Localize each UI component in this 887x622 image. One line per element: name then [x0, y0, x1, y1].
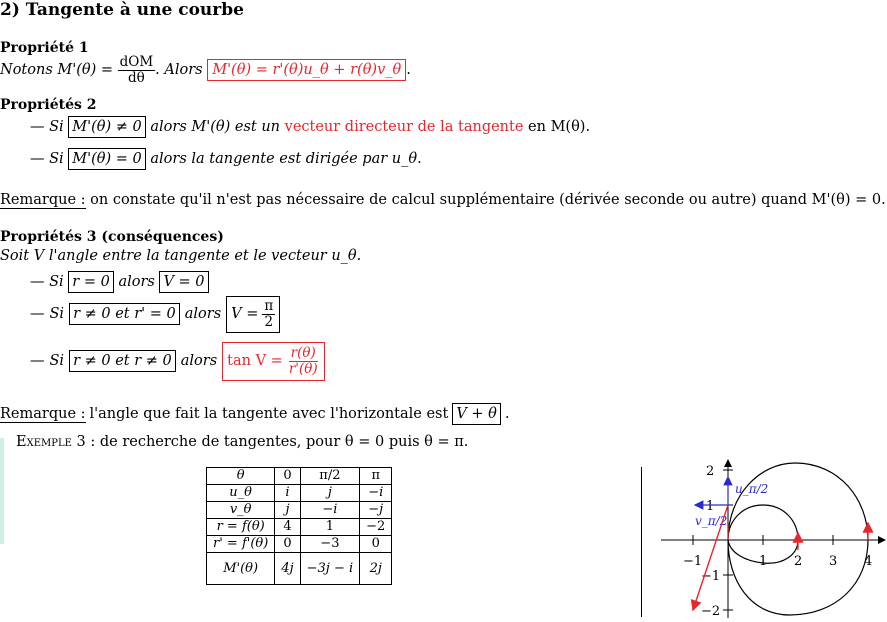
example-label: Exemple 3 — [16, 434, 86, 450]
tick-label: −2 — [701, 604, 721, 619]
remark2-label: Remarque : — [0, 405, 86, 422]
table-row — [207, 468, 392, 485]
table-cell: j — [275, 502, 300, 519]
res-lhs: V = — [231, 306, 259, 322]
prop3-item-2: — Si r ≠ 0 et r' = 0 alors V = $\frac{\pi}{2}$ — [30, 294, 280, 334]
prop3-res-1: V = 0 — [159, 271, 208, 293]
prop2-red-text: vecteur directeur de la tangente — [284, 119, 524, 135]
prop3-title: Propriétés 3 (conséquences) — [0, 229, 224, 245]
remark1 — [0, 192, 886, 208]
table-cell: r' = f'(θ) — [207, 536, 275, 553]
si: Si — [49, 119, 64, 135]
remark1-label: Remarque : — [0, 192, 86, 208]
res-den: 2 — [264, 313, 274, 330]
table-row — [207, 519, 392, 536]
dash: — — [30, 119, 45, 135]
table-cell: 0 — [275, 468, 300, 485]
table-cell: π/2 — [300, 468, 360, 485]
res-den: r'(θ) — [288, 360, 318, 377]
table-cell: 0 — [275, 536, 300, 553]
remark2 — [0, 403, 510, 425]
values-table — [206, 467, 392, 585]
prop1-alors: . Alors — [155, 62, 203, 78]
table-cell: u_θ — [207, 485, 275, 502]
table-cell: 1 — [300, 519, 360, 536]
table-row — [207, 485, 392, 502]
table-cell: −i — [300, 502, 360, 519]
res-num: π — [264, 297, 274, 314]
prop3-item-1: — Si r = 0 alors V = 0 — [30, 271, 209, 293]
prop3-intro: Soit V l'angle entre la tangente et le vecteur u_θ. — [0, 248, 362, 264]
remark2-text: l'angle que fait la tangente avec l'horizontale est — [89, 406, 449, 422]
table-cell: π — [360, 468, 392, 485]
prop3-res-2 — [226, 296, 280, 333]
label-u: u_π/2 — [735, 482, 769, 496]
example-text: : de recherche de tangentes, pour θ = 0 puis θ = π. — [90, 434, 469, 450]
alors: alors — [180, 353, 218, 369]
table-cell: r = f(θ) — [207, 519, 275, 536]
remark2-boxed: V + θ — [452, 403, 501, 425]
prop2-cond-2: M'(θ) = 0 — [68, 148, 145, 170]
label-v: v_π/2 — [695, 514, 728, 528]
table-cell: 4 — [275, 519, 300, 536]
prop2-text-2: alors la tangente est dirigée par u_θ. — [150, 151, 422, 167]
example-line — [16, 434, 468, 450]
polar-curve-graph — [655, 455, 887, 620]
prop1-boxed-formula: M'(θ) = r'(θ)u_θ + r(θ)v_θ — [207, 59, 406, 81]
tick-label: −1 — [701, 569, 721, 584]
prop1-fraction — [118, 55, 156, 86]
prop2-item-1 — [30, 114, 590, 140]
tick-label: 2 — [794, 554, 803, 569]
table-cell: −3j − i — [300, 553, 360, 585]
prop3-cond-1: r = 0 — [68, 271, 114, 293]
prop1-title: Propriété 1 — [0, 40, 89, 56]
tick-label: 1 — [759, 554, 768, 569]
table-row — [207, 553, 392, 585]
res-frac — [287, 346, 320, 377]
alors: alors — [118, 274, 155, 290]
prop1-line — [0, 50, 411, 90]
prop3-item-3: — Si r ≠ 0 et r ≠ 0 alors tan V = $\frac{r(\theta)}{r'(\theta)}$ — [30, 337, 325, 385]
section-heading: 2) Tangente à une courbe — [0, 0, 244, 20]
prop2-text-1: alors M'(θ) est un — [150, 119, 281, 135]
tick-label: −1 — [683, 554, 703, 569]
prop2-title: Propriétés 2 — [0, 97, 97, 113]
si: Si — [49, 353, 65, 369]
table-cell: −3 — [300, 536, 360, 553]
table-row — [207, 536, 392, 553]
table-cell: v_θ — [207, 502, 275, 519]
prop1-lead: Notons — [0, 62, 53, 78]
tick-label: 4 — [864, 554, 873, 569]
table-cell: −i — [360, 485, 392, 502]
prop1-frac-num: dOM — [119, 53, 154, 70]
remark2-end: . — [504, 406, 510, 422]
prop3-cond-2: r ≠ 0 et r' = 0 — [69, 303, 180, 325]
tick-label: 3 — [829, 554, 838, 569]
table-cell: M'(θ) — [207, 553, 275, 585]
tick-label: 1 — [706, 499, 715, 514]
si: Si — [49, 151, 64, 167]
table-cell: 4j — [275, 553, 300, 585]
prop2-item-2 — [30, 146, 422, 172]
prop2-cond-1: M'(θ) ≠ 0 — [68, 116, 145, 138]
prop1-frac-den: dθ — [128, 69, 145, 86]
res-lhs: tan V = — [227, 353, 283, 369]
separator-line — [641, 467, 642, 617]
table-cell: i — [275, 485, 300, 502]
res-frac — [262, 299, 275, 330]
remark1-text: on constate qu'il n'est pas nécessaire de calcul supplémentaire (dérivée seconde ou autre) quand M'(θ) = 0. — [90, 192, 886, 208]
tick-label: 2 — [706, 464, 715, 479]
table-row — [207, 502, 392, 519]
table-cell: −j — [360, 502, 392, 519]
table-cell: 2j — [360, 553, 392, 585]
alors: alors — [184, 306, 222, 322]
prop1-vec: M'(θ) = — [57, 62, 114, 78]
si: Si — [49, 306, 65, 322]
res-num: r(θ) — [290, 344, 316, 361]
table-cell: −2 — [360, 519, 392, 536]
dash: — — [30, 151, 45, 167]
prop1-end: . — [406, 62, 411, 78]
prop3-res-3 — [222, 342, 324, 381]
table-cell: j — [300, 485, 360, 502]
prop3-cond-3: r ≠ 0 et r ≠ 0 — [69, 350, 176, 372]
example-sidebar — [0, 438, 4, 544]
table-cell: θ — [207, 468, 275, 485]
si: Si — [49, 274, 64, 290]
prop2-text-1b: en M(θ). — [528, 119, 591, 135]
values-table-wrap — [206, 467, 392, 585]
table-cell: 0 — [360, 536, 392, 553]
